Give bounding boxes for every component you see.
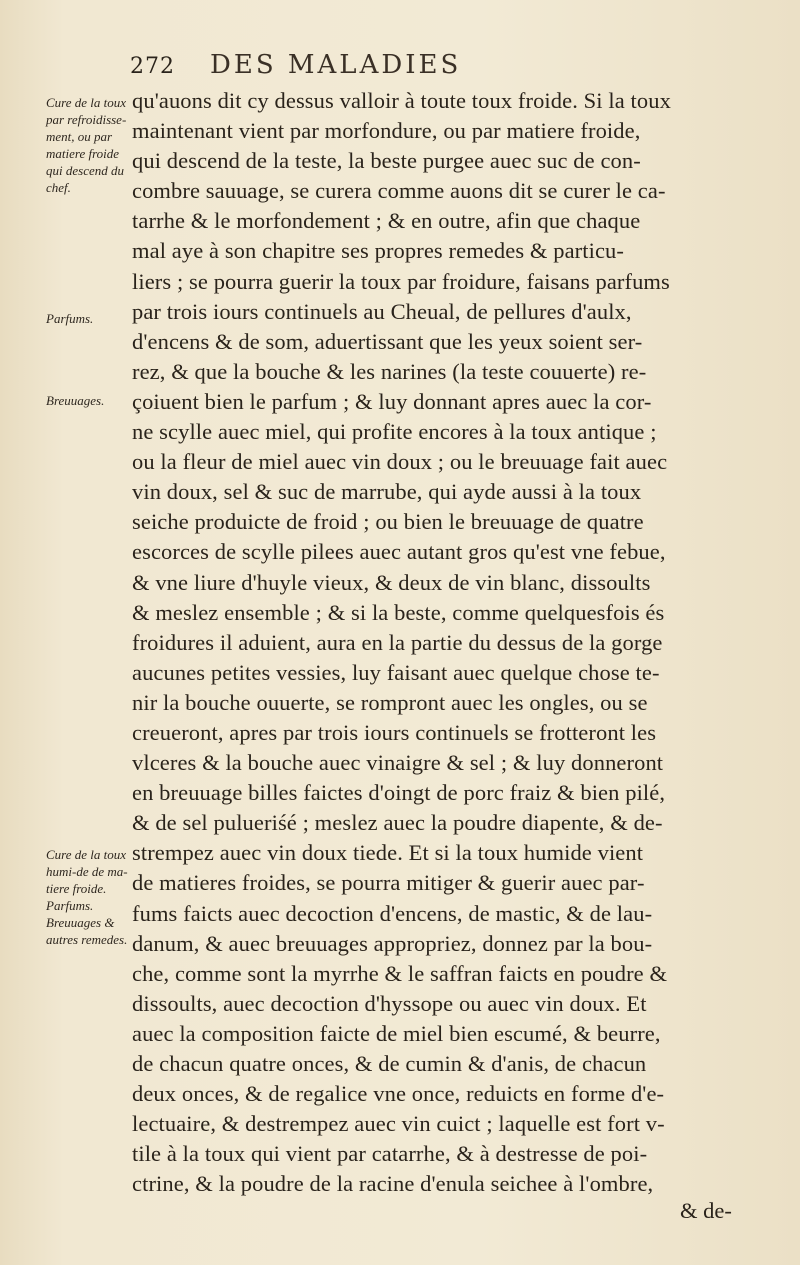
text-line: lectuaire, & destrempez auec vin cuict ; laquelle est fort v- [132, 1111, 665, 1137]
text-line: & de sel pulueriśé ; meslez auec la poudre diapente, & de- [132, 810, 663, 836]
text-line: vlceres & la bouche auec vinaigre & sel ; & luy donneront [132, 750, 664, 776]
text-line: rez, & que la bouche & les narines (la teste couuerte) re- [132, 358, 647, 384]
catchword: & de- [680, 1198, 732, 1223]
text-line: d'encens & de som, aduertissant que les yeux soient ser- [132, 328, 643, 354]
text-line: en breuuage billes faictes d'oingt de porc fraiz & bien pilé, [132, 780, 666, 806]
text-line: combre sauuage, se curera comme auons dit se curer le ca- [132, 178, 666, 204]
text-line: danum, & auec breuuages appropriez, donnez par la bou- [132, 930, 653, 956]
margin-note: Parfums. [46, 311, 94, 326]
margin-note: Breuuages. [46, 393, 105, 408]
text-line: froidures il aduient, aura en la partie du dessus de la gorge [132, 629, 663, 655]
text-line: tile à la toux qui vient par catarrhe, & à destresse de poi- [132, 1141, 648, 1167]
page-header [130, 48, 690, 88]
text-line: escorces de scylle pilees auec autant gros qu'est vne febue, [132, 539, 666, 565]
text-line: vin doux, sel & suc de marrube, qui ayde aussi à la toux [132, 479, 642, 505]
page-number: 272 [130, 54, 175, 79]
text-line: maintenant vient par morfondure, ou par matiere froide, [132, 118, 641, 144]
text-line: & meslez ensemble ; & si la beste, comme quelquesfois és [132, 599, 665, 625]
text-line: liers ; se pourra guerir la toux par froidure, faisans parfums [132, 268, 670, 294]
text-line: fums faicts auec decoction d'encens, de mastic, & de lau- [132, 900, 653, 926]
margin-note: Cure de la toux par refroidisse-ment, ou par matiere froide qui descend du chef. [46, 95, 127, 195]
text-line: qui descend de la teste, la beste purgee auec suc de con- [132, 148, 641, 174]
text-line: deux onces, & de regalice vne once, reduicts en forme d'e- [132, 1081, 665, 1107]
text-line: ou la fleur de miel auec vin doux ; ou le breuuage fait auec [132, 449, 668, 475]
text-line: nir la bouche ouuerte, se rompront auec les ongles, ou se [132, 689, 648, 715]
text-line: aucunes petites vessies, luy faisant auec quelque chose te- [132, 659, 660, 685]
text-line: & vne liure d'huyle vieux, & deux de vin blanc, dissoults [132, 569, 651, 595]
running-head: DES MALADIES [210, 50, 462, 80]
text-line: ctrine, & la poudre de la racine d'enula seichee à l'ombre, [132, 1171, 654, 1197]
text-line: auec la composition faicte de miel bien escumé, & beurre, [132, 1020, 661, 1046]
text-line: dissoults, auec decoction d'hyssope ou auec vin doux. Et [132, 990, 647, 1016]
body-text [132, 86, 772, 1199]
text-line: mal aye à son chapitre ses propres remedes & particu- [132, 238, 624, 264]
margin-note: Cure de la toux humi-de de ma-tiere froide. Parfums. Breuuages & autres remedes. [46, 847, 128, 947]
text-line: creueront, apres par trois iours continuels se frotteront les [132, 719, 657, 745]
text-line: strempez auec vin doux tiede. Et si la toux humide vient [132, 840, 644, 866]
text-line: tarrhe & le morfondement ; & en outre, afin que chaque [132, 208, 641, 234]
text-line: çoiuent bien le parfum ; & luy donnant apres auec la cor- [132, 388, 652, 414]
text-line: ne scylle auec miel, qui profite encores à la toux antique ; [132, 419, 657, 445]
text-line: de chacun quatre onces, & de cumin & d'anis, de chacun [132, 1051, 647, 1076]
text-line: de matieres froides, se pourra mitiger & guerir auec par- [132, 870, 645, 896]
text-line: seiche produicte de froid ; ou bien le breuuage de quatre [132, 509, 644, 535]
text-line: par trois iours continuels au Cheual, de pellures d'aulx, [132, 298, 632, 324]
text-line: qu'auons dit cy dessus valloir à toute toux froide. Si la toux [132, 88, 671, 113]
text-line: che, comme sont la myrrhe & le saffran faicts en poudre & [132, 960, 668, 986]
